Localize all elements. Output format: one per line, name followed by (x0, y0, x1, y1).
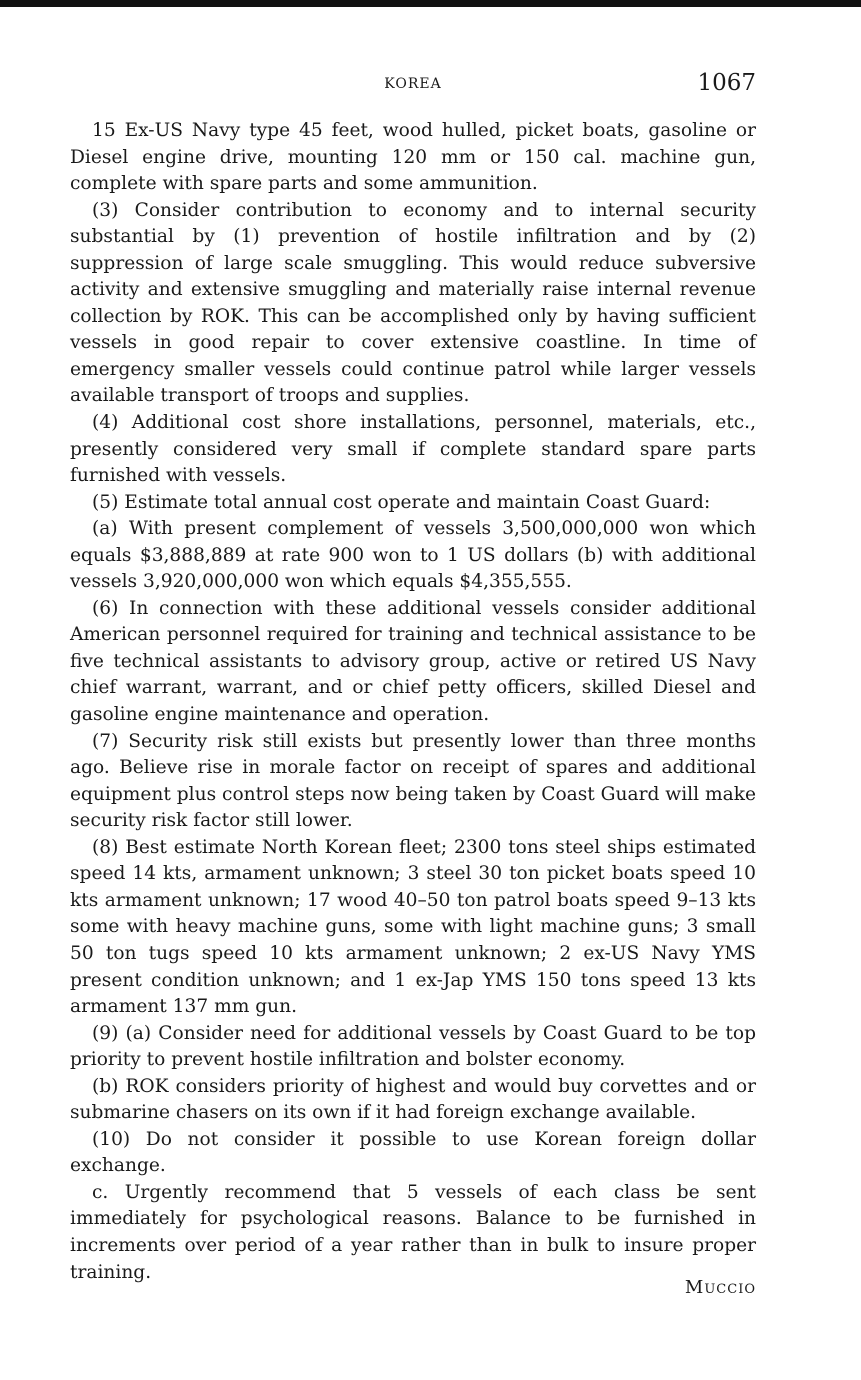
document-body (70, 118, 756, 1286)
paragraph-6: (6) In connection with these additional vessels consider additional American personnel required for training and technical assistance to be five technical assistants to advisory group, active or retired US Navy chief warrant, warrant, and or chief petty officers, skilled Diesel and gasoline engine maintenance and operation. (70, 597, 756, 726)
paragraph-9a: (9) (a) Consider need for additional vessels by Coast Guard to be top priority to prevent hostile infiltration and bolster economy. (70, 1022, 756, 1071)
paragraph-8: (8) Best estimate North Korean fleet; 2300 tons steel ships estimated speed 14 kts, armament unknown; 3 steel 30 ton picket boats speed 10 kts armament unknown; 17 wood 40–50 ton patrol boats speed 9–13 kts some with heavy machine guns, some with light machine guns; 3 small 50 ton tugs speed 10 kts armament unknown; 2 ex-US Navy YMS present condition unknown; and 1 ex-Jap YMS 150 tons speed 13 kts armament 137 mm gun. (70, 836, 756, 1018)
paragraph-7: (7) Security risk still exists but presently lower than three months ago. Believe rise in morale factor on receipt of spares and additional equipment plus control steps now being taken by Coast Guard will make security risk factor still lower. (70, 730, 756, 832)
paragraph-5a: (a) With present complement of vessels 3,500,000,000 won which equals $3,888,889 at rate 900 won to 1 US dollars (b) with additional vessels 3,920,000,000 won which equals $4,355,555. (70, 518, 756, 593)
running-head: KOREA (384, 76, 442, 92)
paragraph-3: (3) Consider contribution to economy and to internal security substantial by (1) prevention of hostile infiltration and by (2) suppression of large scale smuggling. This would reduce subversive activity and extensive smuggling and materially raise internal revenue collection by ROK. This can be accomplished only by having sufficient vessels in good repair to cover extensive coastline. In time of emergency smaller vessels could continue patrol while larger vessels available transport of troops and supplies. (70, 199, 756, 407)
paragraph-c: c. Urgently recommend that 5 vessels of each class be sent immediately for psychological reasons. Balance to be furnished in increments over period of a year rather than in bulk to insure proper training. (70, 1181, 756, 1283)
paragraph-10: (10) Do not consider it possible to use Korean foreign dollar exchange. (70, 1128, 756, 1177)
signature: Muccio (684, 1277, 756, 1298)
page-header (70, 70, 756, 102)
paragraph-4: (4) Additional cost shore installations, personnel, materials, etc., presently considered very small if complete standard spare parts furnished with vessels. (70, 412, 756, 487)
page-top-border (0, 0, 861, 7)
page-number: 1067 (697, 70, 756, 96)
paragraph-9b: (b) ROK considers priority of highest and would buy corvettes and or submarine chasers on its own if it had foreign exchange available. (70, 1075, 756, 1124)
paragraph-5: (5) Estimate total annual cost operate and maintain Coast Guard: (92, 491, 711, 513)
paragraph-vessels-list: 15 Ex-US Navy type 45 feet, wood hulled, picket boats, gasoline or Diesel engine drive, mounting 120 mm or 150 cal. machine gun, complete with spare parts and some ammunition. (70, 120, 756, 195)
